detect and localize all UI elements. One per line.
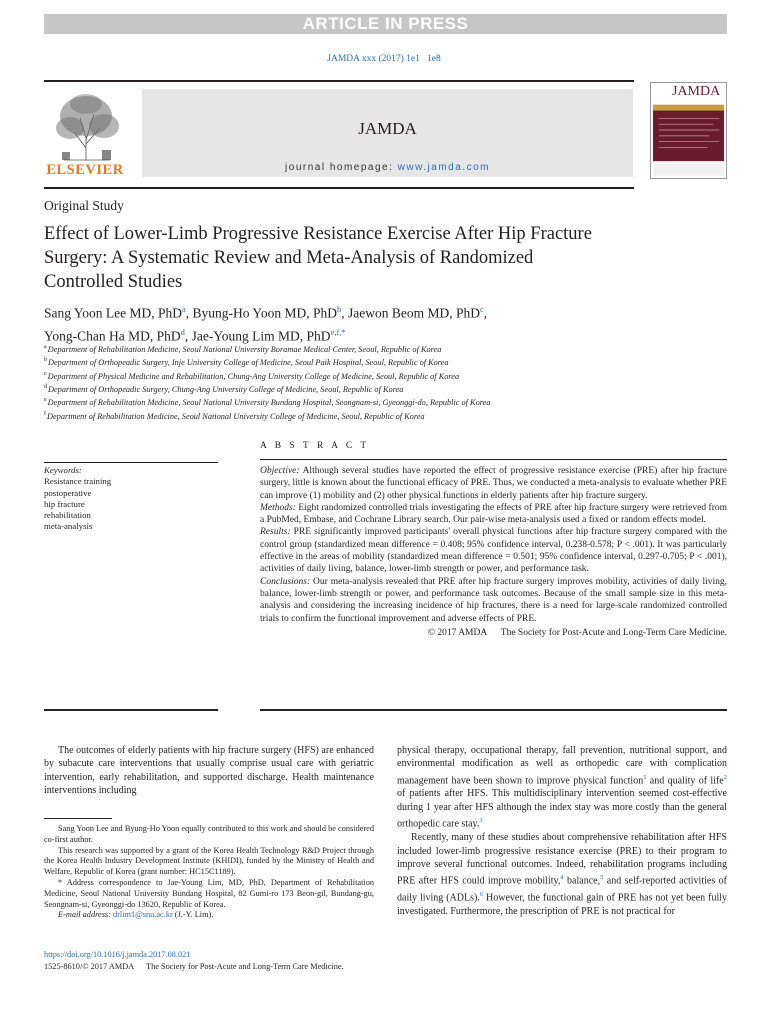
journal-masthead [142,89,633,177]
footnote-email [44,910,374,921]
reference-link[interactable]: 5 [600,874,604,882]
affiliation-text: Department of Orthopeadic Surgery, Inje University College of Medicine, Seoul Paik Hospital, Seoul, Republic of Korea [48,358,449,368]
keywords-bottom-rule [44,709,218,711]
article-title: Effect of Lower-Limb Progressive Resistance Exercise After Hip Fracture Surgery: A Systematic Review and Meta-Analysis of Randomized Controlled Studies [44,224,592,292]
affiliation [44,395,684,408]
affiliation-letter: f [44,410,46,417]
reference-link[interactable]: 4 [560,874,564,882]
abstract-body [260,465,727,639]
keyword: rehabilitation [44,510,91,521]
affiliation [44,382,684,395]
affiliation-mark[interactable]: a [182,304,186,314]
author-name[interactable]: Yong-Chan Ha MD, PhD [44,328,181,343]
cover-journal-title: JAMDA [672,84,721,99]
journal-homepage [142,162,633,173]
affiliation-mark[interactable]: d [180,326,185,337]
keyword: Resistance training [44,476,112,487]
author-list [44,300,644,345]
email-label: E-mail address: [58,910,111,920]
body-column-right [397,744,727,918]
journal-name: JAMDA [358,119,417,138]
affiliation-mark[interactable]: b [336,304,342,314]
abstract-section-text: PRE significantly improved participants' overall physical functions after hip fracture surgery compared with the control group (standardized mean difference = 0.408; 95% confidence interval, 0.238-0.578; P < .001). It was particularly effective in the areas of mobility (standardized mean difference = 0.501; 95% confidence interval, 0.297-0.705; P < .001), activities of daily living, balance, lower-limb strength or power, and performance task. [260,527,727,575]
reference-link[interactable]: 2 [723,773,727,781]
author-separator: , [483,305,488,321]
header-top-rule [44,80,634,82]
body-text: However, the functional gain of PRE has not yet been fully investigated. Furthermore, the prescription of PRE is not practical for [397,892,728,917]
author-name[interactable]: Jaewon Beom MD, PhD [347,305,480,321]
reference-link[interactable]: 3 [479,816,483,824]
abstract-copyright: © 2017 AMDA The Society for Post-Acute and Long-Term Care Medicine. [427,627,727,638]
footnote-rule [44,818,112,819]
abstract-conclusions [260,576,727,625]
journal-citation[interactable]: JAMDA xxx (2017) 1e1 1e8 [327,54,441,64]
affiliation-letter: d [44,384,47,391]
abstract-section-text: Although several studies have reported the effect of progressive resistance exercise (PRE) after hip fracture surgery, little is known about the functional efficacy of PRE. Thus, we conducted a meta-analysis to evaluate whether PRE can improve (1) mobility and (2) other physical functions in elderly patients after hip fracture surgery. [260,466,727,501]
footnote: Sang Yoon Lee and Byung-Ho Yoon equally contributed to this work and should be considered co-first author. [44,824,374,844]
affiliation-text: Department of Rehabilitation Medicine, Seoul National University Bundang Hospital, Seongnam-si, Gyeonggi-do, Republic of Korea [47,398,491,408]
author-separator: , [341,305,348,321]
issn-line: 1525-8610/© 2017 AMDA The Society for Post-Acute and Long-Term Care Medicine. [44,962,344,971]
affiliation-text: Department of Rehabilitation Medicine, Seoul National University College of Medicine, Seoul, Republic of Korea [47,411,425,421]
abstract-bottom-rule [260,709,727,711]
body-text: balance, [563,875,601,887]
body-paragraph: The outcomes of elderly patients with hip fracture surgery (HFS) are enhanced by subacute care interventions that usually comprise usual care with geriatric intervention, early rehabilitation, and supported discharge. Health maintenance interventions including [44,745,374,796]
author-name[interactable]: Byung-Ho Yoon MD, PhD [192,305,337,321]
author-separator: , [185,305,193,321]
author-name[interactable]: Jae-Young Lim MD, PhD [191,328,331,343]
abstract-section-label: Conclusions: [260,576,311,587]
body-text: physical therapy, occupational therapy, fall prevention, nutritional support, and environmental modification as well as orthopedic care with complication management have been shown to improve physical function [397,745,727,786]
affiliation [44,355,684,368]
abstract-top-rule [260,459,727,460]
reference-link[interactable]: 6 [479,890,484,898]
abstract-section-label: Methods: [260,502,296,513]
abstract-heading: A B S T R A C T [260,441,370,451]
affiliation-letter: c [44,370,47,377]
header-bottom-rule [44,187,634,189]
body-text: Recently, many of these studies about comprehensive rehabilitation after HFS included lower-limb progressive resistance exercise (PRE) to their program to improve several functional outcomes. Indeed, rehabilitation programs including PRE after HFS could improve mobility, [397,832,727,887]
body-paragraph [397,744,727,830]
body-paragraph [397,831,727,917]
reference-link[interactable]: 1 [643,773,647,781]
keywords-label: Keywords: [44,465,82,475]
homepage-link[interactable]: www.jamda.com [397,162,490,173]
body-text: and self-reported activities of daily living (ADLs). [397,875,727,904]
abstract-results [260,526,727,575]
abstract-section-text: Eight randomized controlled trials investigating the effects of PRE after hip fracture surgery were retrieved from a PubMed, Embase, and Cochrane Library search. Our pair-wise meta-analysis used a fixed or random effects model. [260,502,727,526]
article-type: Original Study [44,198,124,213]
affiliation-letter: e [44,397,47,404]
affiliation-letter: b [44,357,47,364]
abstract-section-label: Objective: [260,466,300,476]
footnotes [44,824,374,921]
affiliation [44,342,684,355]
article-in-press-banner: ARTICLE IN PRESS [44,14,727,34]
elsevier-wordmark: ELSEVIER [46,162,124,178]
abstract-objective [260,465,727,502]
body-column-left [44,744,374,797]
abstract-section-text: Our meta-analysis revealed that PRE after hip fracture surgery improves mobility, activities of daily living, balance, lower-limb strength or power, and performance task outcomes. Because of the small sample size in this meta-analysis and considering the increasing incidence of hip fractures, there is a need for large-scale randomized controlled trials to confirm the functional improvement and adverse effects of PRE. [260,576,727,624]
keywords-block [44,465,218,533]
body-text: of patients after HFS. This multidisciplinary intervention seemed cost-effective during 1 year after HFS although the index stay was more costly than the general orthopedic care stay. [397,788,727,830]
footnote: This research was supported by a grant of the Korea Health Technology R&D Project through the Korea Health Industry Development Institute (KHIDI), funded by the Ministry of Health and Welfare, Republic of Korea (grant number: HC15C1189). [44,845,374,877]
affiliation-text: Department of Physical Medicine and Rehabilitation, Chung-Ang University College of Medicine, Seoul, Republic of Korea [47,371,460,381]
affiliation [44,369,684,382]
doi-link[interactable]: https://doi.org/10.1016/j.jamda.2017.08.021 [44,950,191,959]
affiliation-letter: a [44,344,47,350]
affiliation-list [44,342,684,422]
keyword: meta-analysis [44,521,93,532]
email-suffix: (J.-Y. Lim). [172,910,214,920]
affiliation-mark[interactable]: e,f,* [330,326,346,337]
keyword: hip fracture [44,498,85,509]
body-text: and quality of life [646,774,724,786]
affiliation-text: Department of Orthopeadic Surgery, Chung-Ang University College of Medicine, Seoul, Republic of Korea [48,384,404,394]
affiliation-text: Department of Rehabilitation Medicine, Seoul National University Boramae Medical Center, Seoul, Republic of Korea [47,344,442,354]
homepage-label: journal homepage: [285,162,398,173]
email-link[interactable]: drlim1@snu.ac.kr [113,910,173,920]
affiliation-mark[interactable]: c [479,304,484,314]
author-separator: , [184,328,192,343]
abstract-methods [260,502,727,527]
footnote: * Address correspondence to Jae-Young Lim, MD, PhD, Department of Rehabilitation Medicine, Seoul National University Bundang Hospital, 82 Gumi-ro 173 Beon-gil, Bundang-gu, Seongnam-si, Gyeonggi-do 13620, Republic of Korea. [44,877,374,909]
keyword: postoperative [44,487,92,498]
affiliation [44,409,684,422]
author-name[interactable]: Sang Yoon Lee MD, PhD [44,305,183,321]
abstract-section-label: Results: [260,527,291,538]
keywords-top-rule [44,462,218,463]
